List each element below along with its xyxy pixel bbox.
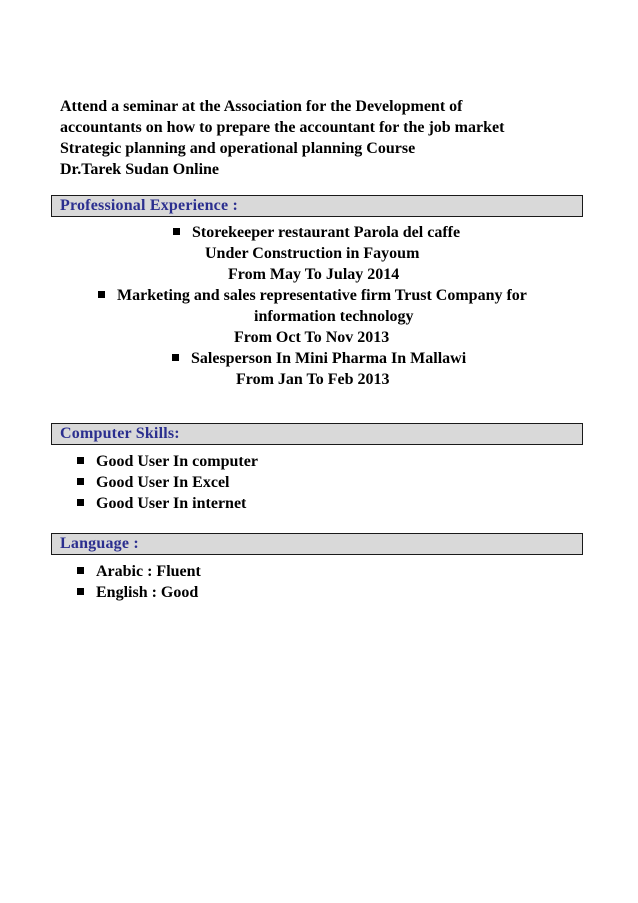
list-item	[77, 451, 258, 472]
list-item	[77, 582, 201, 603]
list-item	[77, 472, 258, 493]
experience-title-line	[98, 285, 527, 306]
section-header-language: Language :	[51, 533, 583, 555]
experience-title: Storekeeper restaurant Parola del caffe	[192, 224, 461, 241]
experience-title: Salesperson In Mini Pharma In Mallawi	[191, 350, 467, 367]
skill-text: Good User In computer	[96, 453, 258, 470]
experience-title-line	[173, 222, 460, 243]
experience-detail: Under Construction in Fayoum	[205, 245, 420, 262]
square-bullet-icon	[77, 499, 84, 506]
square-bullet-icon	[98, 291, 105, 298]
square-bullet-icon	[77, 588, 84, 595]
experience-dates: From Jan To Feb 2013	[236, 371, 390, 388]
experience-detail: information technology	[254, 308, 414, 325]
square-bullet-icon	[173, 228, 180, 235]
experience-title-line	[172, 348, 466, 369]
language-text: English : Good	[96, 584, 199, 601]
experience-title: Marketing and sales representative firm Trust Company for	[117, 287, 527, 304]
language-list	[77, 561, 201, 603]
square-bullet-icon	[77, 457, 84, 464]
skill-text: Good User In internet	[96, 495, 247, 512]
training-line: Dr.Tarek Sudan Online	[60, 161, 220, 178]
list-item	[77, 493, 258, 514]
square-bullet-icon	[172, 354, 179, 361]
list-item	[77, 561, 201, 582]
experience-dates: From May To Julay 2014	[228, 266, 400, 283]
square-bullet-icon	[77, 478, 84, 485]
training-line: Strategic planning and operational planning Course	[60, 140, 416, 157]
training-line: accountants on how to prepare the accountant for the job market	[60, 119, 505, 136]
training-paragraph	[60, 96, 600, 180]
training-line: Attend a seminar at the Association for the Development of	[60, 98, 463, 115]
section-header-professional-experience: Professional Experience :	[51, 195, 583, 217]
computer-skills-list	[77, 451, 258, 514]
skill-text: Good User In Excel	[96, 474, 230, 491]
language-text: Arabic : Fluent	[96, 563, 201, 580]
section-header-computer-skills: Computer Skills:	[51, 423, 583, 445]
experience-dates: From Oct To Nov 2013	[234, 329, 390, 346]
square-bullet-icon	[77, 567, 84, 574]
